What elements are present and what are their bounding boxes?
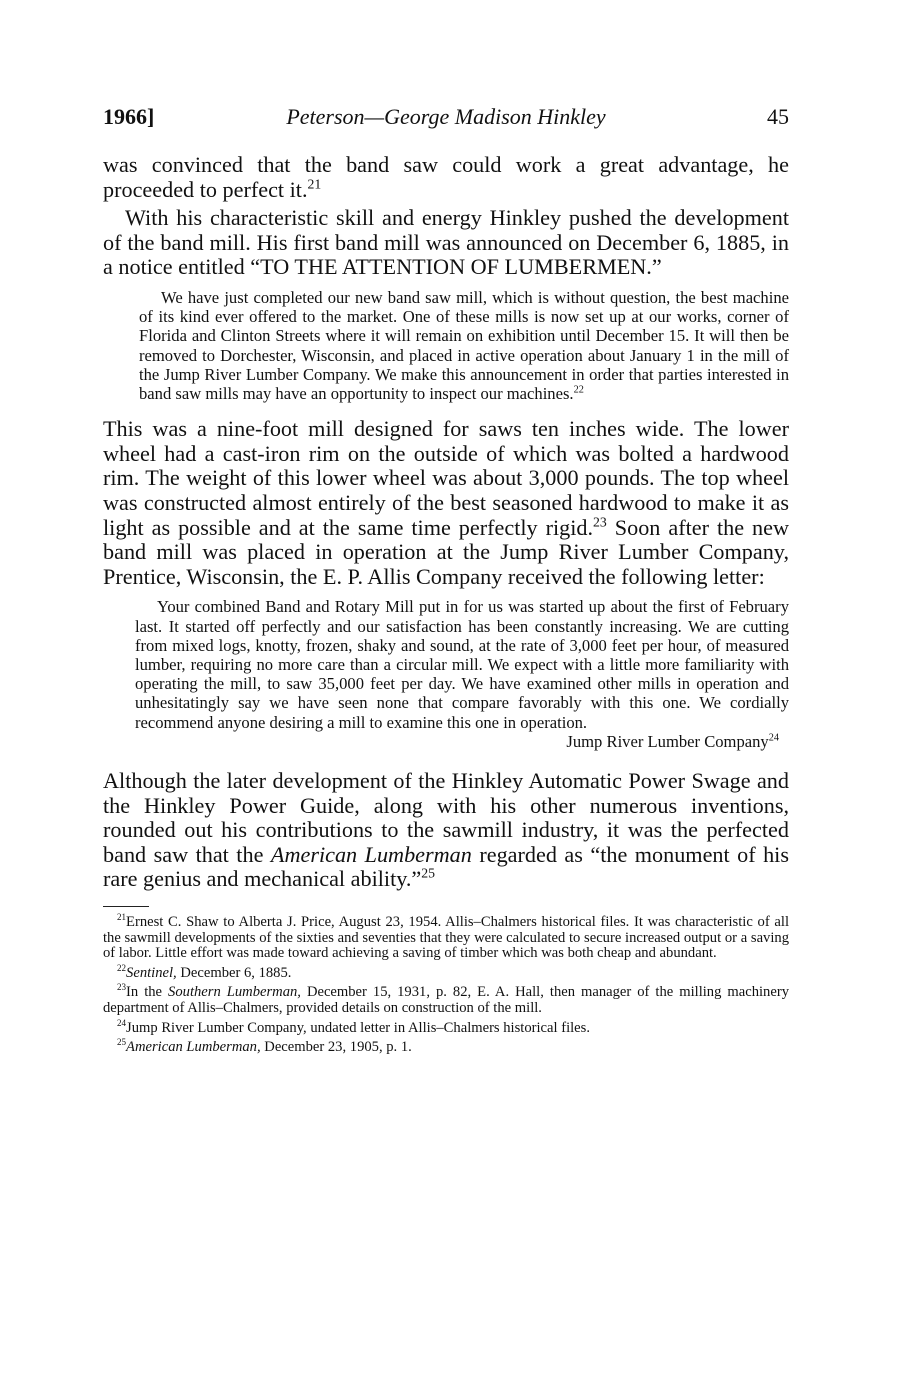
paragraph-4-text-b: regarded as “the monument of his rare genius and mechanical ability.” — [103, 841, 789, 892]
footnote — [103, 962, 789, 982]
paragraph-4 — [103, 769, 789, 892]
footnote-ref-24: 24 — [768, 732, 779, 744]
footnote-ref-25: 25 — [421, 865, 436, 881]
footnote-divider — [103, 906, 149, 907]
footnote-text-after: December 23, 1905, p. 1. — [260, 1039, 412, 1056]
article-body — [103, 153, 789, 1060]
running-header — [103, 104, 789, 134]
footnote — [103, 1017, 789, 1037]
footnote — [103, 1037, 789, 1056]
footnote-text: Jump River Lumber Company, undated letter in Allis–Chalmers historical files. — [126, 1019, 590, 1036]
paragraph-3-text-b: Soon after the new band mill was placed in operation at the Jump River Lumber Company, Prentice, Wisconsin, the E. P. Allis Company received the following letter: — [103, 514, 789, 589]
footnote-number: 23 — [117, 982, 127, 993]
footnote-text-after: December 15, 1931, p. 82, E. A. Hall, then manager of the milling machinery department of Allis–Chalmers, provided details on construction of the mill. — [103, 984, 789, 1016]
footnotes — [103, 912, 789, 1056]
quote-1-body: We have just completed our new band saw mill, which is without question, the best machine of its kind ever offered to the market. One of these mills is now set up at our works, corner of Florida and Clinton Streets where it will remain on exhibition until December 15. It will then be removed to Dorchester, Wisconsin, and placed in active operation about January 1 in the mill of the Jump River Lumber Company. We make this announcement in order that parties interested in band saw mills may have an opportunity to inspect our machines. — [139, 287, 789, 403]
footnote-text: Ernest C. Shaw to Alberta J. Price, August 23, 1954. Allis–Chalmers historical files. It was characteristic of all the sawmill developments of the sixties and seventies that they were calculated to secure increased output or a saving of labor. Little effort was made toward achieving a saving of timber which was both cheap and abundant. — [103, 913, 789, 962]
paragraph-4-text-a: Although the later development of the Hinkley Automatic Power Swage and the Hinkley Power Guide, along with his other numerous inventions, rounded out his contributions to the sawmill industry, it was the perfected band saw that the — [103, 767, 789, 867]
footnote-number: 22 — [117, 962, 127, 973]
signature-text: Jump River Lumber Company — [566, 731, 769, 751]
block-quote-2-text: Your combined Band and Rotary Mill put in for us was started up about the first of February last. It started off perfectly and our satisfaction has been constantly increasing. We are cutting from mixed logs, knotty, frozen, shaky and sound, at the rate of 3,000 feet per hour, of measured lumber, requiring no more care than a circular mill. We expect with a little more familiarity with operating the mill, to saw 35,000 feet per day. We have examined other mills in operation and unhesitatingly say we have seen none that compare favorably with this one. We cordially recommend anyone desiring a mill to examine this one in operation. — [135, 597, 789, 732]
block-quote-1 — [139, 288, 789, 403]
paragraph-1-text: was convinced that the band saw could work a great advantage, he proceeded to perfect it. — [103, 152, 789, 202]
publication-title: American Lumberman — [270, 841, 472, 867]
paragraph-2: With his characteristic skill and energy Hinkley pushed the development of the band mill. His first band mill was announced on December 6, 1885, in a notice entitled “TO THE ATTENTION OF LUMBERMEN.” — [103, 205, 789, 280]
footnote-ref-23: 23 — [593, 514, 607, 530]
volume-year: 1966] — [103, 104, 155, 129]
footnote-number: 25 — [117, 1037, 127, 1048]
paragraph-1 — [103, 153, 789, 202]
footnote-number: 24 — [117, 1017, 127, 1028]
footnote-italic: Sentinel, — [126, 964, 177, 981]
footnote — [103, 912, 789, 962]
footnote-number: 21 — [117, 912, 127, 923]
paragraph-3 — [103, 417, 789, 589]
block-quote-1-text — [139, 288, 789, 403]
paragraph-3-text-a: This was a nine-foot mill designed for saws ten inches wide. The lower wheel had a cast-iron rim on the outside of which was bolted a hardwood rim. The weight of this lower wheel was about 3,000 pounds. The top wheel was constructed almost entirely of the best seasoned hardwood to make it as light as possible and at the same time perfectly rigid. — [103, 416, 789, 540]
footnote-italic: American Lumberman, — [126, 1039, 261, 1056]
footnote-italic: Southern Lumberman, — [168, 984, 301, 1001]
page-number: 45 — [767, 104, 789, 129]
footnote-text-after: December 6, 1885. — [176, 964, 292, 981]
running-title: Peterson—George Madison Hinkley — [286, 104, 606, 129]
letter-signature — [135, 732, 789, 751]
footnote-text: In the — [126, 984, 169, 1001]
block-quote-2 — [135, 597, 789, 751]
footnote-ref-21: 21 — [307, 176, 322, 192]
footnote — [103, 982, 789, 1016]
footnote-ref-22: 22 — [573, 384, 584, 396]
